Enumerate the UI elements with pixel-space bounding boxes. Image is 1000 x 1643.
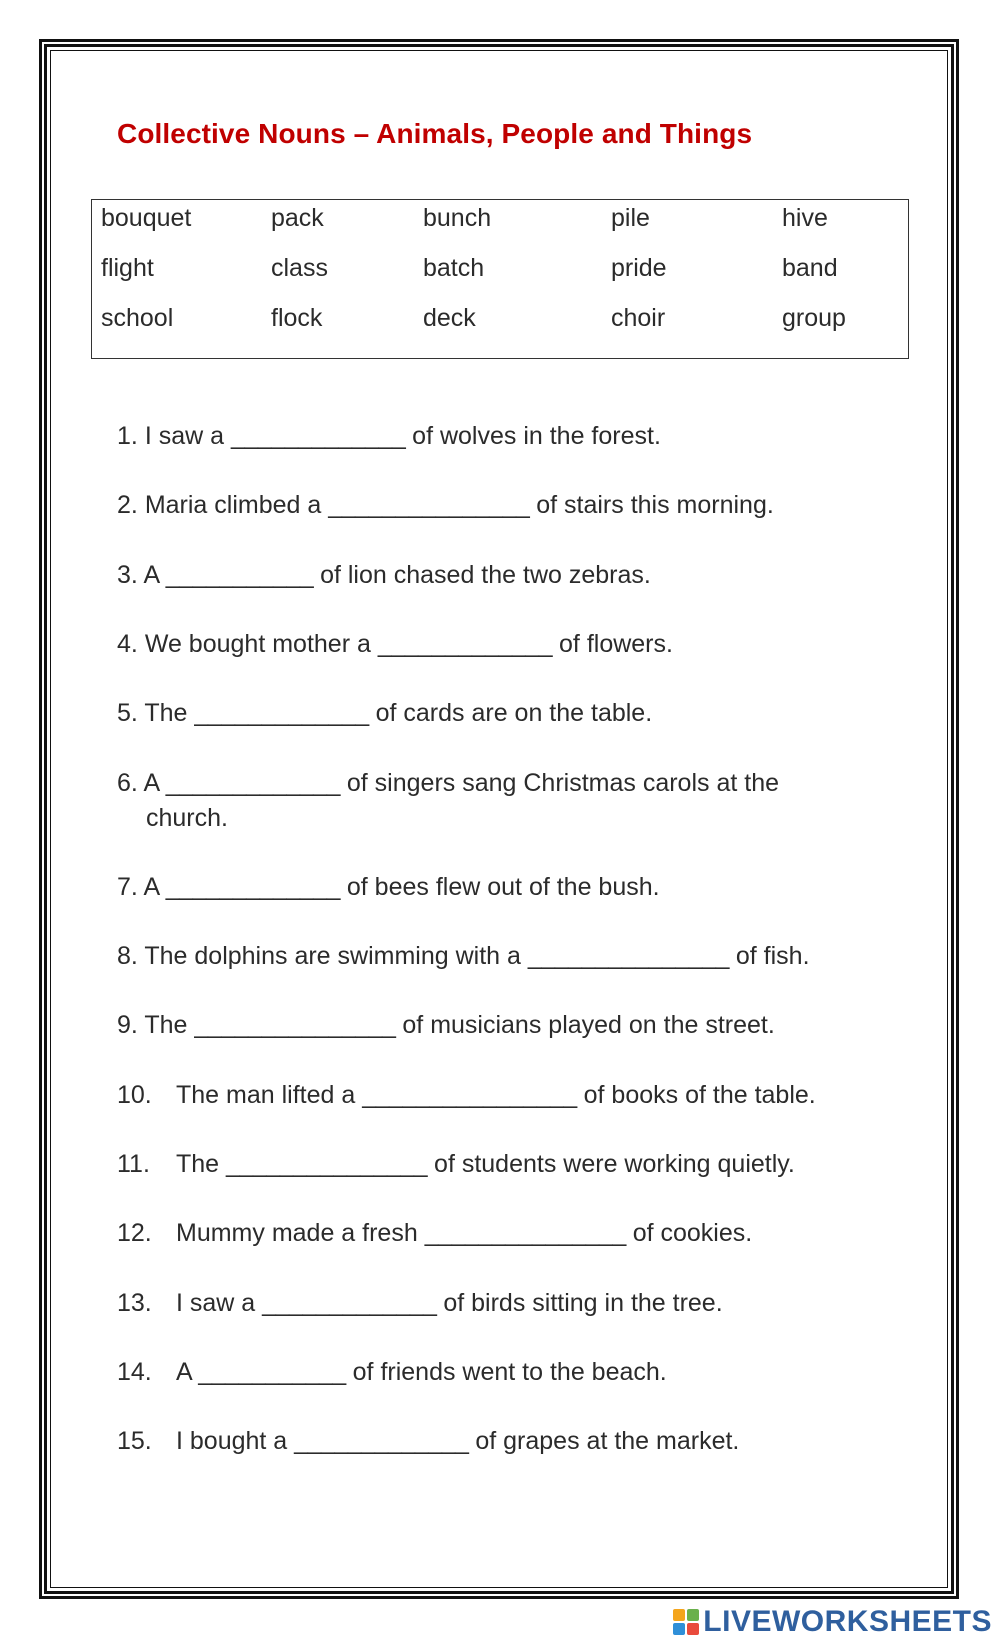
question-number: 13. (117, 1289, 152, 1317)
question-text-after: of students were working quietly. (427, 1150, 795, 1178)
word-bank-item: pile (611, 204, 650, 232)
answer-blank[interactable]: _______________ (424, 1219, 626, 1247)
question-3 (117, 557, 651, 593)
word-bank-item: band (782, 254, 838, 282)
question-text-after: of musicians played on the street. (395, 1011, 775, 1039)
question-number: 15. (117, 1427, 152, 1455)
question-text-after: of singers sang Christmas carols at the (339, 769, 780, 797)
question-text-before: The (176, 1150, 227, 1178)
question-11 (117, 1146, 795, 1182)
question-text-before: Maria climbed a (144, 491, 329, 519)
answer-blank[interactable]: ________________ (362, 1081, 577, 1109)
liveworksheets-logo-icon (673, 1609, 699, 1635)
answer-blank[interactable]: _____________ (165, 769, 340, 797)
question-text-before: The dolphins are swimming with a (144, 942, 528, 970)
question-text-after: of wolves in the forest. (405, 422, 661, 450)
question-14 (117, 1354, 667, 1390)
question-text-after: of lion chased the two zebras. (313, 561, 651, 589)
question-text-after: of stairs this morning. (529, 491, 774, 519)
question-text-after: of fish. (728, 942, 810, 970)
answer-blank[interactable]: _____________ (377, 630, 553, 658)
question-13 (117, 1285, 723, 1321)
question-text-before: A (143, 561, 166, 589)
question-4 (117, 626, 673, 662)
question-number: 6. (117, 769, 138, 797)
question-text-after: of flowers. (552, 630, 673, 658)
word-bank-item: hive (782, 204, 828, 232)
liveworksheets-logo (673, 1607, 992, 1637)
question-6 (117, 765, 779, 801)
question-2 (117, 487, 774, 523)
question-12 (117, 1215, 752, 1251)
question-1 (117, 418, 661, 454)
question-text-before: The man lifted a (176, 1081, 363, 1109)
question-text-before: I saw a (176, 1289, 263, 1317)
word-bank-item: pack (271, 204, 324, 232)
word-bank-item: flock (271, 304, 323, 332)
word-bank-item: bouquet (101, 204, 192, 232)
word-bank-item: pride (611, 254, 667, 282)
answer-blank[interactable]: _____________ (230, 422, 406, 450)
question-text-before: A (176, 1358, 199, 1386)
question-7 (117, 869, 660, 905)
question-number: 1. (117, 422, 138, 450)
question-5 (117, 695, 652, 731)
question-number: 3. (117, 561, 138, 589)
question-text-after: of birds sitting in the tree. (436, 1289, 723, 1317)
answer-blank[interactable]: _______________ (527, 942, 729, 970)
word-bank-item: class (271, 254, 328, 282)
question-continuation: church. (146, 804, 228, 832)
word-bank-item: deck (423, 304, 476, 332)
word-bank-item: batch (423, 254, 485, 282)
question-15 (117, 1423, 739, 1459)
question-text-before: We bought mother a (144, 630, 378, 658)
question-number: 10. (117, 1081, 152, 1109)
question-text-before: A (143, 769, 166, 797)
question-number: 8. (117, 942, 138, 970)
word-bank-item: flight (101, 254, 154, 282)
answer-blank[interactable]: ___________ (165, 561, 314, 589)
question-number: 2. (117, 491, 138, 519)
question-text-after: of cookies. (625, 1219, 753, 1247)
question-text-before: A (143, 873, 166, 901)
answer-blank[interactable]: _____________ (294, 1427, 469, 1455)
question-number: 12. (117, 1219, 152, 1247)
word-bank-item: bunch (423, 204, 492, 232)
question-number: 7. (117, 873, 138, 901)
question-text-before: I bought a (176, 1427, 295, 1455)
question-number: 5. (117, 699, 138, 727)
question-10 (117, 1077, 816, 1113)
answer-blank[interactable]: ___________ (198, 1358, 346, 1386)
question-text-after: of grapes at the market. (468, 1427, 740, 1455)
question-number: 11. (117, 1150, 150, 1178)
logo-text: LIVEWORKSHEETS (703, 1605, 992, 1638)
question-9 (117, 1007, 775, 1043)
question-text-before: The (144, 1011, 195, 1039)
answer-blank[interactable]: _______________ (328, 491, 530, 519)
word-bank-item: choir (611, 304, 666, 332)
question-text-before: Mummy made a fresh (176, 1219, 425, 1247)
question-number: 9. (117, 1011, 138, 1039)
word-bank-item: group (782, 304, 846, 332)
worksheet-title: Collective Nouns – Animals, People and Things (117, 118, 753, 149)
question-8 (117, 938, 810, 974)
word-bank-item: school (101, 304, 174, 332)
answer-blank[interactable]: _____________ (194, 699, 369, 727)
answer-blank[interactable]: _____________ (165, 873, 340, 901)
question-text-before: I saw a (144, 422, 231, 450)
answer-blank[interactable]: _______________ (226, 1150, 428, 1178)
question-number: 14. (117, 1358, 152, 1386)
question-text-after: of bees flew out of the bush. (339, 873, 660, 901)
question-text-before: The (144, 699, 195, 727)
answer-blank[interactable]: _______________ (194, 1011, 396, 1039)
question-number: 4. (117, 630, 138, 658)
question-text-after: of cards are on the table. (368, 699, 653, 727)
answer-blank[interactable]: _____________ (262, 1289, 437, 1317)
question-text-after: of books of the table. (576, 1081, 816, 1109)
question-text-after: of friends went to the beach. (345, 1358, 667, 1386)
